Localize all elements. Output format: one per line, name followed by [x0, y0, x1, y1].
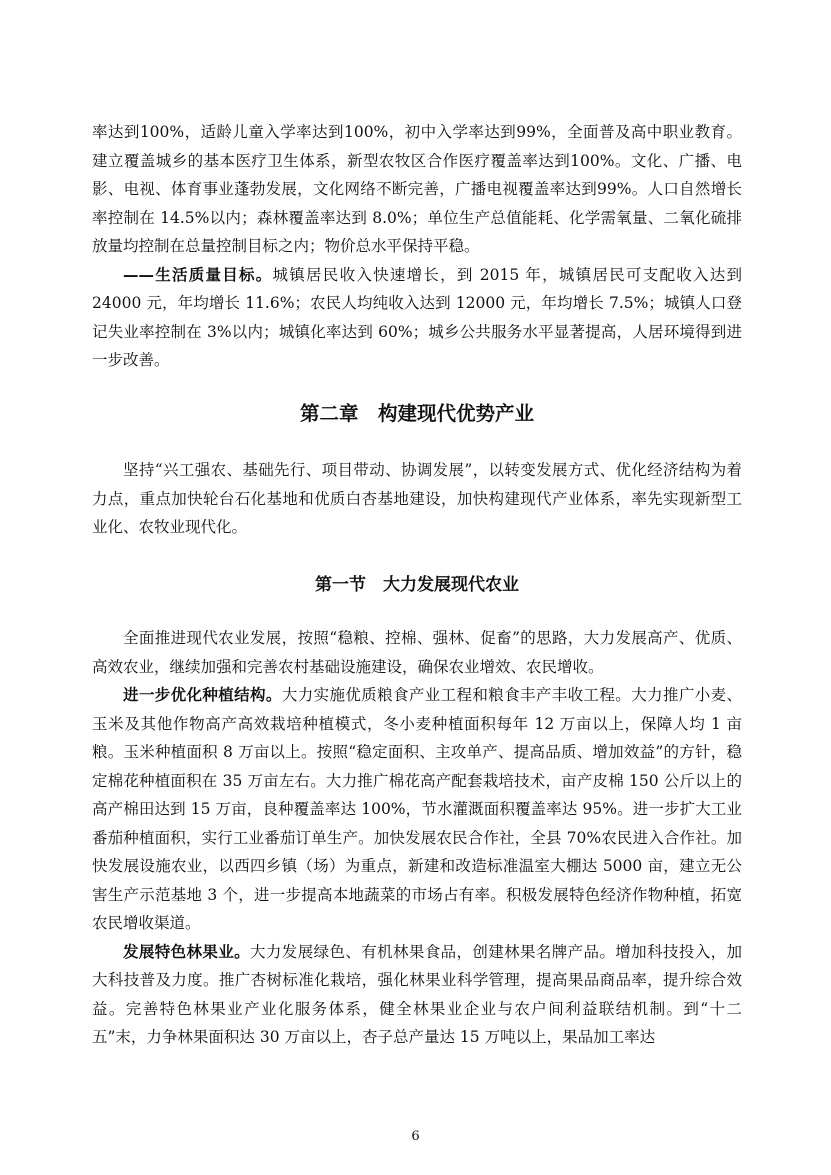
page-number: 6 — [411, 1129, 420, 1144]
intro-block — [92, 118, 742, 375]
section-paragraph-2-body: 大力实施优质粮食产业工程和粮食丰产丰收工程。大力推广小麦、玉米及其他作物高产高效栽培种植模式，冬小麦种植面积每年 12 万亩以上，保障人均 1 亩粮。玉米种植面积 8 万亩以上。按照“稳定面积、主攻单产、提高品质、增加效益”的方针，稳定棉花种植面积在 35 万亩左右。大力推广棉花高产配套栽培技术，亩产皮棉 150 公斤以上的高产棉田达到 15 万亩，良种覆盖率达 100%，节水灌溉面积覆盖率达 95%。进一步扩大工业番茄种植面积，实行工业番茄订单生产。加快发展农民合作社，全县 70%农民进入合作社。加快发展设施农业，以西四乡镇（场）为重点，新建和改造标准温室大棚达 5000 亩，建立无公害生产示范基地 3 个，进一步提高本地蔬菜的市场占有率。积极发展特色经济作物种植，拓宽农民增收渠道。 — [92, 686, 742, 932]
chapter-intro-block — [92, 456, 742, 542]
intro-paragraph-2-lead: ——生活质量目标。 — [123, 265, 273, 284]
intro-paragraph-1: 率达到100%，适龄儿童入学率达到100%，初中入学率达到99%，全面普及高中职业教育。建立覆盖城乡的基本医疗卫生体系，新型农牧区合作医疗覆盖率达到100%。文化、广播、电影、电视、体育事业蓬勃发展，文化网络不断完善，广播电视覆盖率达到99%。人口自然增长率控制在 14.5%以内；森林覆盖率达到 8.0%；单位生产总值能耗、化学需氧量、二氧化硫排放量均控制在总量控制目标之内；物价总水平保持平稳。 — [92, 123, 742, 255]
intro-paragraph-2-body: 城镇居民收入快速增长，到 2015 年，城镇居民可支配收入达到 24000 元，年均增长 11.6%；农民人均纯收入达到 12000 元，年均增长 7.5%；城镇人口登记失业率控制在 3%以内；城镇化率达到 60%；城乡公共服务水平显著提高，人居环境得到进一步改善。 — [92, 265, 742, 369]
section-body — [92, 624, 742, 1052]
intro-paragraph-2 — [92, 261, 742, 375]
section-paragraph-2 — [92, 681, 742, 938]
section-paragraph-3 — [92, 938, 742, 1052]
section-paragraph-3-body: 大力发展绿色、有机林果食品，创建林果名牌产品。增加科技投入，加大科技普及力度。推广杏树标准化栽培，强化林果业科学管理，提高果品商品率，提升综合效益。完善特色林果业产业化服务体系，健全林果业企业与农户间利益联结机制。到“十二五”末，力争林果面积达 30 万亩以上，杏子总产量达 15 万吨以上，果品加工率达 — [92, 942, 742, 1046]
chapter-paragraph-1: 坚持“兴工强农、基础先行、项目带动、协调发展”，以转变发展方式、优化经济结构为着力点，重点加快轮台石化基地和优质白杏基地建设，加快构建现代产业体系，率先实现新型工业化、农牧业现代化。 — [92, 461, 742, 536]
chapter-title: 第二章 构建现代优势产业 — [299, 402, 534, 425]
section-title: 第一节 大力发展现代农业 — [315, 575, 519, 595]
section-paragraph-1: 全面推进现代农业发展，按照“稳粮、控棉、强林、促畜”的思路，大力发展高产、优质、高效农业，继续加强和完善农村基础设施建设，确保农业增效、农民增收。 — [92, 629, 742, 676]
section-paragraph-2-lead: 进一步优化种植结构。 — [123, 686, 282, 704]
section-paragraph-3-lead: 发展特色林果业。 — [123, 942, 251, 961]
